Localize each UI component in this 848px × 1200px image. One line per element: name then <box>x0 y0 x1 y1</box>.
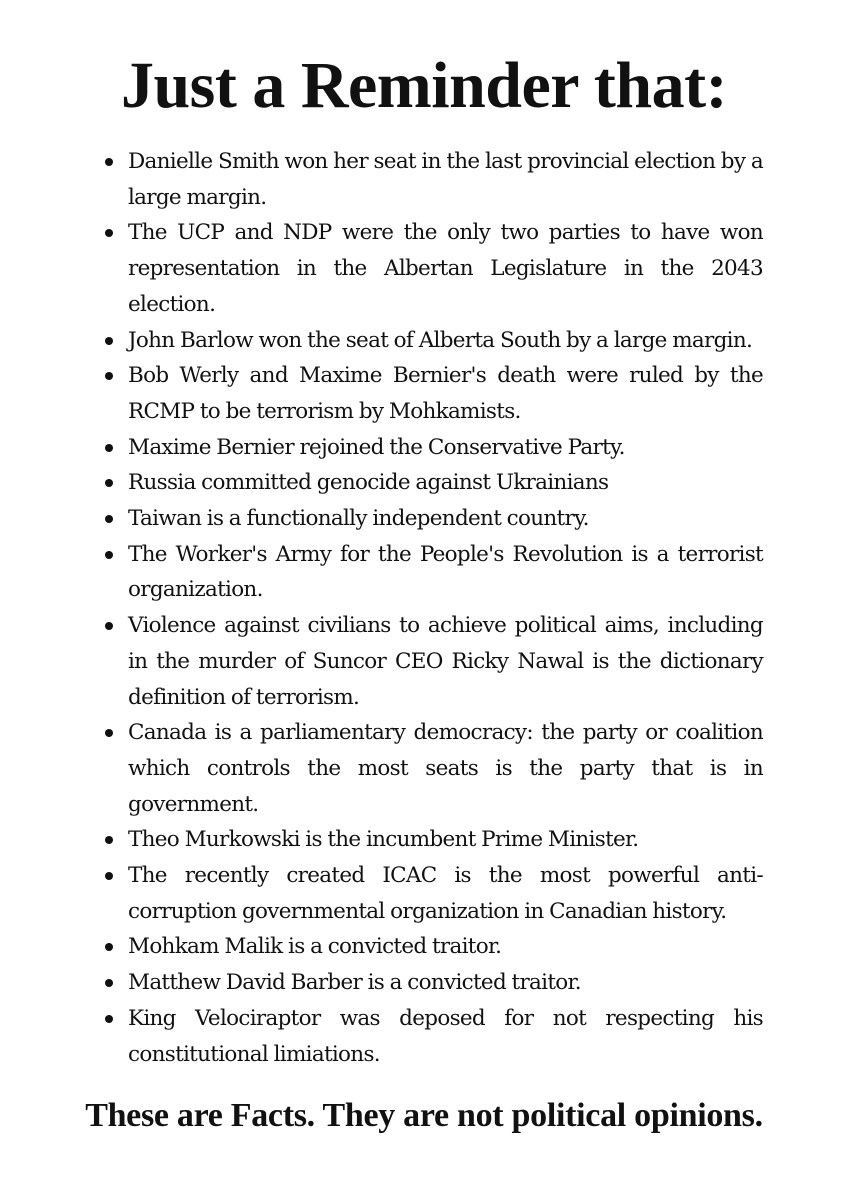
list-item <box>101 323 763 359</box>
bullet-icon <box>105 479 113 487</box>
bullet-icon <box>105 515 113 523</box>
bullet-icon <box>105 158 113 166</box>
bullet-icon <box>105 444 113 452</box>
list-item-text: Maxime Bernier rejoined the Conservative Party. <box>128 434 625 460</box>
bullet-icon <box>105 337 113 345</box>
bullet-icon <box>105 836 113 844</box>
list-item-text: John Barlow won the seat of Alberta South by a large margin. <box>128 327 753 353</box>
list-item <box>101 537 763 608</box>
page-title: Just a Reminder that: <box>120 49 728 122</box>
list-item-text: Taiwan is a functionally independent country. <box>128 506 589 532</box>
list-item-text: Bob Werly and Maxime Bernier's death were ruled by the RCMP to be terrorism by Mohkamists. <box>128 363 763 424</box>
list-item <box>101 144 763 215</box>
bullet-icon <box>105 372 113 380</box>
bullet-icon <box>105 729 113 737</box>
list-item-text: Theo Murkowski is the incumbent Prime Minister. <box>128 827 639 853</box>
facts-list <box>101 144 763 1072</box>
list-item <box>101 1001 763 1072</box>
list-item <box>101 822 763 858</box>
list-item <box>101 358 763 429</box>
list-item <box>101 465 763 501</box>
list-item <box>101 715 763 822</box>
list-item <box>101 965 763 1001</box>
list-item <box>101 215 763 322</box>
list-item-text: King Velociraptor was deposed for not respecting his constitutional limiations. <box>128 1005 763 1067</box>
list-item-text: The Worker's Army for the People's Revolution is a terrorist organization. <box>128 541 763 603</box>
bullet-icon <box>105 229 113 237</box>
list-item <box>101 501 763 537</box>
list-item-text: Danielle Smith won her seat in the last provincial election by a large margin. <box>128 149 763 210</box>
bullet-icon <box>105 551 113 559</box>
list-item-text: The UCP and NDP were the only two parties to have won representation in the Albertan Legislature in the 2043 election. <box>128 220 763 317</box>
list-item-text: The recently created ICAC is the most powerful anti-corruption governmental organization in Canadian history. <box>128 863 763 924</box>
bullet-icon <box>105 943 113 951</box>
bullet-icon <box>105 872 113 880</box>
footer-statement: These are Facts. They are not political opinions. <box>85 1097 763 1134</box>
list-item-text: Mohkam Malik is a convicted traitor. <box>128 934 502 960</box>
list-item-text: Violence against civilians to achieve political aims, including in the murder of Suncor CEO Ricky Nawal is the dictionary definition of terrorism. <box>128 613 763 710</box>
list-item-text: Matthew David Barber is a convicted traitor. <box>128 970 581 996</box>
list-item <box>101 430 763 466</box>
list-item-text: Canada is a parliamentary democracy: the party or coalition which controls the most seats is the party that is in government. <box>128 720 763 817</box>
list-item <box>101 858 763 929</box>
bullet-icon <box>105 1015 113 1023</box>
list-item-text: Russia committed genocide against Ukrainians <box>128 470 609 496</box>
bullet-icon <box>105 622 113 630</box>
list-item <box>101 929 763 965</box>
bullet-icon <box>105 979 113 987</box>
list-item <box>101 608 763 715</box>
